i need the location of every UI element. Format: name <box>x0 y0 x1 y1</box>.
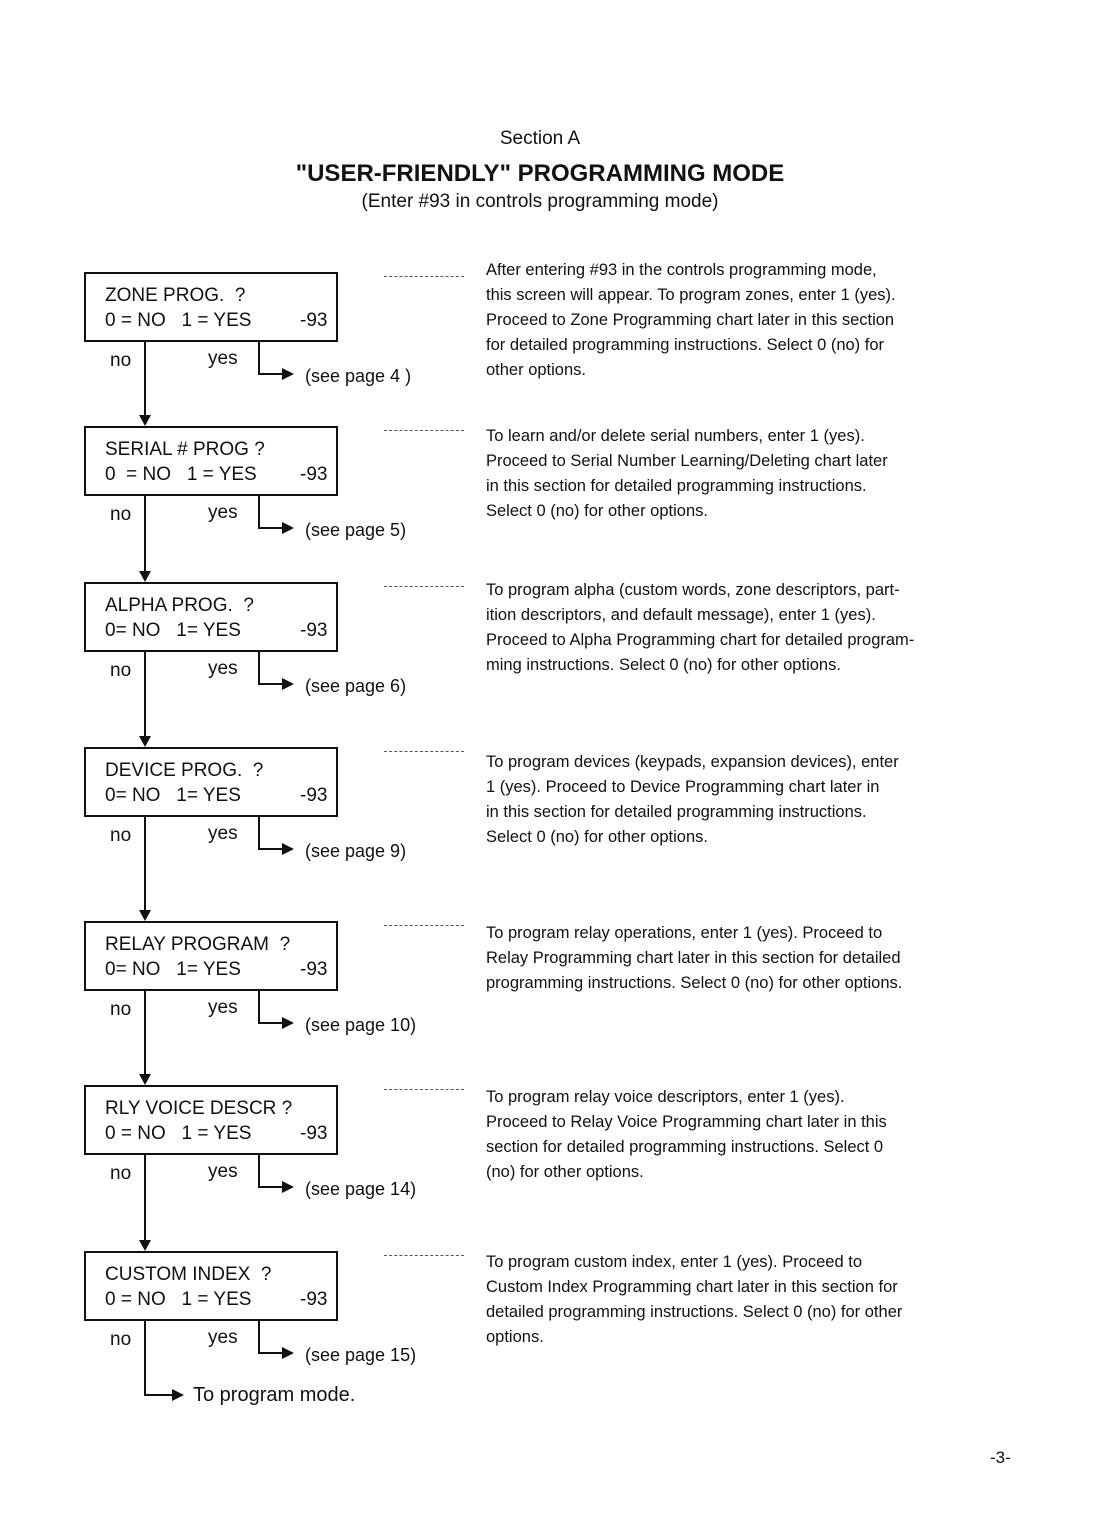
arrow-right-icon <box>172 1389 184 1401</box>
yes-label: yes <box>208 658 238 679</box>
prompt-options <box>105 1121 336 1146</box>
description-line: To program alpha (custom words, zone descriptors, part- <box>486 581 900 599</box>
end-connector <box>144 1394 174 1396</box>
dashed-connector <box>384 1089 464 1090</box>
arrow-down-icon <box>139 415 151 426</box>
no-connector <box>144 991 146 1075</box>
description-line: ition descriptors, and default message), enter 1 (yes). <box>486 606 876 624</box>
prompt-question: DEVICE PROG. ? <box>105 760 264 781</box>
no-connector <box>144 342 146 416</box>
description-line: detailed programming instructions. Select 0 (no) for other <box>486 1303 903 1321</box>
description-line: To learn and/or delete serial numbers, enter 1 (yes). <box>486 427 865 445</box>
yes-label: yes <box>208 823 238 844</box>
arrow-down-icon <box>139 1240 151 1251</box>
arrow-down-icon <box>139 571 151 582</box>
no-connector <box>144 1155 146 1241</box>
yes-label: yes <box>208 348 238 369</box>
see-page-label: (see page 4 ) <box>305 366 412 386</box>
dashed-connector <box>384 430 464 431</box>
no-connector <box>144 817 146 911</box>
prompt-choices: 0 = NO 1 = YES <box>105 310 252 331</box>
arrow-right-icon <box>282 843 294 855</box>
yes-label: yes <box>208 1327 238 1348</box>
prompt-code: -93 <box>300 464 328 485</box>
step-description <box>486 578 976 678</box>
prompt-options <box>105 1287 336 1312</box>
prompt-choices: 0= NO 1= YES <box>105 785 241 806</box>
no-connector <box>144 1321 146 1396</box>
yes-connector <box>258 373 284 375</box>
no-label: no <box>110 504 132 525</box>
description-line: Proceed to Zone Programming chart later in this section <box>486 311 895 329</box>
prompt-box <box>84 582 338 652</box>
prompt-options <box>105 783 336 808</box>
prompt-box <box>84 426 338 496</box>
prompt-box <box>84 1085 338 1155</box>
see-page-label: (see page 15) <box>305 1345 417 1365</box>
arrow-down-icon <box>139 1074 151 1085</box>
prompt-code: -93 <box>300 620 328 641</box>
yes-connector <box>258 1186 284 1188</box>
description-line: options. <box>486 1328 544 1346</box>
dashed-connector <box>384 1255 464 1256</box>
prompt-choices: 0 = NO 1 = YES <box>105 1289 252 1310</box>
description-line: (no) for other options. <box>486 1163 644 1181</box>
prompt-choices: 0= NO 1= YES <box>105 959 241 980</box>
dashed-connector <box>384 751 464 752</box>
yes-connector <box>258 1352 284 1354</box>
step-description <box>486 1250 976 1350</box>
prompt-choices: 0 = NO 1 = YES <box>105 464 257 485</box>
yes-connector <box>258 1022 284 1024</box>
prompt-options <box>105 957 336 982</box>
page-number: -3- <box>990 1448 1011 1467</box>
prompt-box <box>84 921 338 991</box>
arrow-right-icon <box>282 1347 294 1359</box>
description-line: 1 (yes). Proceed to Device Programming chart later in <box>486 778 880 796</box>
step-description <box>486 921 976 996</box>
description-line: Select 0 (no) for other options. <box>486 828 708 846</box>
description-line: in this section for detailed programming instructions. <box>486 803 867 821</box>
description-line: To program devices (keypads, expansion devices), enter <box>486 753 899 771</box>
no-label: no <box>110 999 132 1020</box>
description-line: this screen will appear. To program zones, enter 1 (yes). <box>486 286 896 304</box>
yes-label: yes <box>208 502 238 523</box>
no-label: no <box>110 1163 132 1184</box>
no-label: no <box>110 660 132 681</box>
prompt-choices: 0= NO 1= YES <box>105 620 241 641</box>
prompt-code: -93 <box>300 1289 328 1310</box>
description-line: To program custom index, enter 1 (yes). Proceed to <box>486 1253 863 1271</box>
description-line: in this section for detailed programming instructions. <box>486 477 867 495</box>
end-label: To program mode. <box>193 1384 356 1406</box>
step-description <box>486 258 976 383</box>
prompt-question: RELAY PROGRAM ? <box>105 934 291 955</box>
dashed-connector <box>384 925 464 926</box>
prompt-options <box>105 462 336 487</box>
description-line: Relay Programming chart later in this section for detailed <box>486 949 901 967</box>
yes-connector <box>258 496 260 528</box>
yes-connector <box>258 991 260 1023</box>
see-page-label: (see page 10) <box>305 1015 417 1035</box>
no-connector <box>144 652 146 737</box>
prompt-code: -93 <box>300 1123 328 1144</box>
arrow-right-icon <box>282 1017 294 1029</box>
description-line: section for detailed programming instructions. Select 0 <box>486 1138 884 1156</box>
yes-connector <box>258 652 260 684</box>
yes-connector <box>258 848 284 850</box>
prompt-question: CUSTOM INDEX ? <box>105 1264 272 1285</box>
arrow-right-icon <box>282 1181 294 1193</box>
description-line: for detailed programming instructions. Select 0 (no) for <box>486 336 885 354</box>
see-page-label: (see page 14) <box>305 1179 417 1199</box>
yes-connector <box>258 817 260 849</box>
yes-connector <box>258 342 260 374</box>
description-line: After entering #93 in the controls programming mode, <box>486 261 877 279</box>
arrow-down-icon <box>139 736 151 747</box>
dashed-connector <box>384 276 464 277</box>
prompt-question: RLY VOICE DESCR ? <box>105 1098 293 1119</box>
dashed-connector <box>384 586 464 587</box>
prompt-code: -93 <box>300 785 328 806</box>
step-description <box>486 424 976 524</box>
page-title: "USER-FRIENDLY" PROGRAMMING MODE <box>295 160 785 187</box>
prompt-code: -93 <box>300 959 328 980</box>
prompt-code: -93 <box>300 310 328 331</box>
prompt-box <box>84 272 338 342</box>
description-line: programming instructions. Select 0 (no) for other options. <box>486 974 903 992</box>
prompt-options <box>105 308 336 333</box>
prompt-question: SERIAL # PROG ? <box>105 439 265 460</box>
description-line: Proceed to Alpha Programming chart for detailed program- <box>486 631 915 649</box>
description-line: Proceed to Relay Voice Programming chart later in this <box>486 1113 887 1131</box>
arrow-right-icon <box>282 368 294 380</box>
yes-connector <box>258 1155 260 1187</box>
description-line: Custom Index Programming chart later in this section for <box>486 1278 898 1296</box>
yes-connector <box>258 527 284 529</box>
no-connector <box>144 496 146 572</box>
step-description <box>486 750 976 850</box>
yes-label: yes <box>208 1161 238 1182</box>
see-page-label: (see page 5) <box>305 520 407 540</box>
description-line: ming instructions. Select 0 (no) for other options. <box>486 656 841 674</box>
description-line: Select 0 (no) for other options. <box>486 502 708 520</box>
prompt-box <box>84 1251 338 1321</box>
prompt-options <box>105 618 336 643</box>
arrow-right-icon <box>282 522 294 534</box>
prompt-box <box>84 747 338 817</box>
step-description <box>486 1085 976 1185</box>
yes-connector <box>258 1321 260 1353</box>
prompt-question: ZONE PROG. ? <box>105 285 246 306</box>
prompt-choices: 0 = NO 1 = YES <box>105 1123 252 1144</box>
description-line: To program relay operations, enter 1 (yes). Proceed to <box>486 924 883 942</box>
yes-label: yes <box>208 997 238 1018</box>
description-line: To program relay voice descriptors, enter 1 (yes). <box>486 1088 845 1106</box>
description-line: Proceed to Serial Number Learning/Deleting chart later <box>486 452 888 470</box>
prompt-question: ALPHA PROG. ? <box>105 595 254 616</box>
description-line: other options. <box>486 361 586 379</box>
no-label: no <box>110 350 132 371</box>
see-page-label: (see page 9) <box>305 841 407 861</box>
page-subtitle: (Enter #93 in controls programming mode) <box>361 191 719 212</box>
arrow-right-icon <box>282 678 294 690</box>
no-label: no <box>110 1329 132 1350</box>
no-label: no <box>110 825 132 846</box>
see-page-label: (see page 6) <box>305 676 407 696</box>
section-label: Section A <box>499 128 581 149</box>
yes-connector <box>258 683 284 685</box>
arrow-down-icon <box>139 910 151 921</box>
